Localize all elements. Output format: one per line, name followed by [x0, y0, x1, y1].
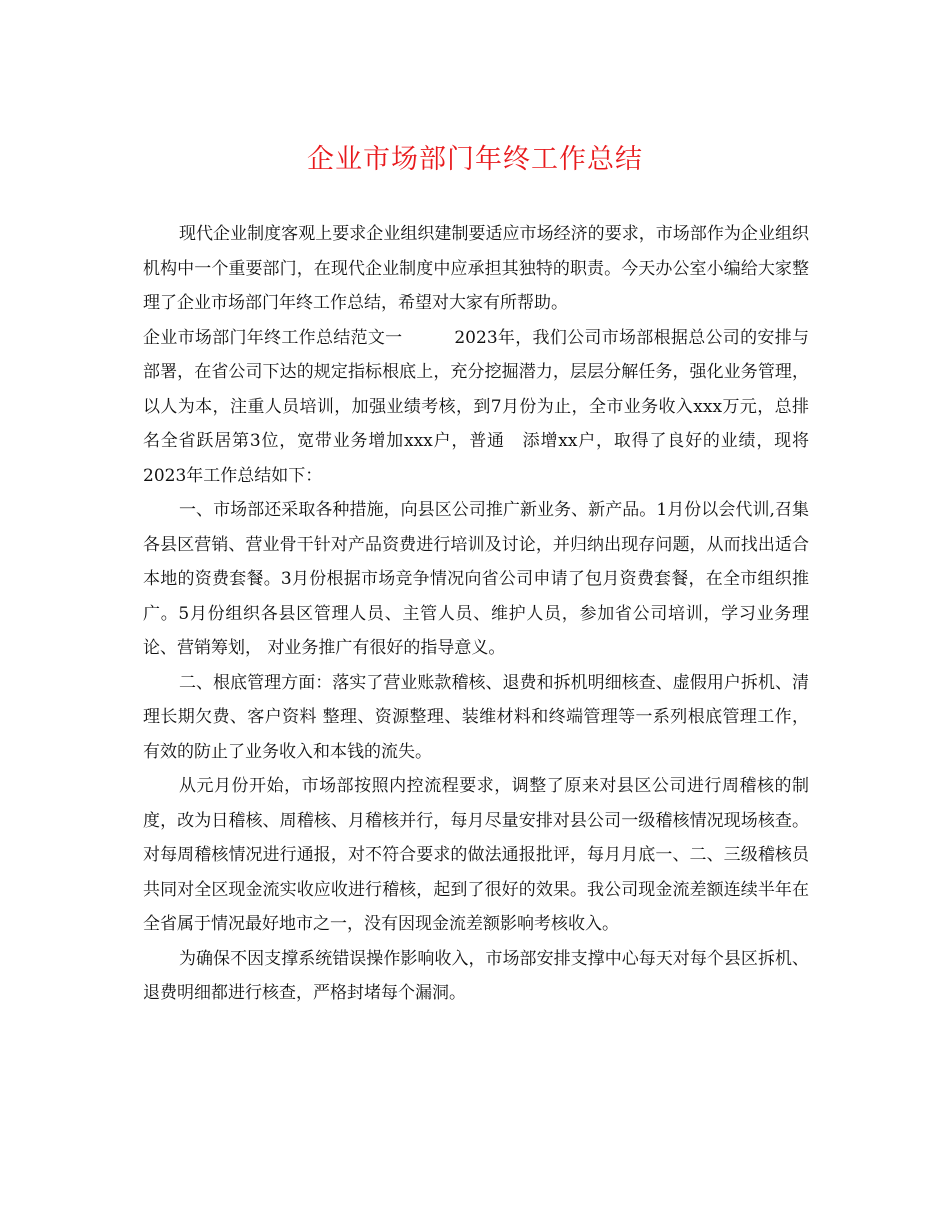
paragraph-support: 为确保不因支撑系统错误操作影响收入，市场部安排支撑中心每天对每个县区拆机、退费明细都进行核查，严格封堵每个漏洞。 [143, 948, 809, 1003]
document-body [143, 217, 809, 1011]
paragraph-audit: 从元月份开始，市场部按照内控流程要求，调整了原来对县区公司进行周稽核的制度，改为日稽核、周稽核、月稽核并行，每月尽量安排对县公司一级稽核情况现场核查。对每周稽核情况进行通报，对不符合要求的做法通报批评，每月月底一、二、三级稽核员共同对全区现金流实收应收进行稽核，起到了很好的效果。我公司现金流差额连续半年在全省属于情况最好地市之一，没有因现金流差额影响考核收入。 [143, 776, 809, 934]
paragraph-section-one: 一、市场部还采取各种措施，向县区公司推广新业务、新产品。1月份以会代训,召集各县区营销、营业骨干针对产品资费进行培训及讨论，并归纳出现存问题，从而找出适合本地的资费套餐。3月份根据市场竞争情况向省公司申请了包月资费套餐，在全市组织推广。5月份组织各县区管理人员、主管人员、维护人员，参加省公司培训，学习业务理论、营销筹划， 对业务推广有很好的指导意义。 [143, 500, 809, 658]
paragraph-section-two: 二、根底管理方面：落实了营业账款稽核、退费和拆机明细核查、虚假用户拆机、清理长期欠费、客户资料 整理、资源整理、装维材料和终端管理等一系列根底管理工作，有效的防止了业务收入和本钱的流失。 [143, 672, 809, 762]
document-title: 企业市场部门年终工作总结 [307, 144, 643, 175]
paragraph-sample-one: 企业市场部门年终工作总结范文一 2023年，我们公司市场部根据总公司的安排与部署，在省公司下达的规定指标根底上，充分挖掘潜力，层层分解任务，强化业务管理，以人为本，注重人员培训，加强业绩考核，到7月份为止，全市业务收入xxx万元，总排名全省跃居第3位，宽带业务增加xxx户，普通 添增xx户，取得了良好的业绩，现将2023年工作总结如下： [143, 327, 809, 486]
paragraph-intro: 现代企业制度客观上要求企业组织建制要适应市场经济的要求，市场部作为企业组织机构中一个重要部门，在现代企业制度中应承担其独特的职责。今天办公室小编给大家整理了企业市场部门年终工作总结，希望对大家有所帮助。 [143, 224, 809, 313]
